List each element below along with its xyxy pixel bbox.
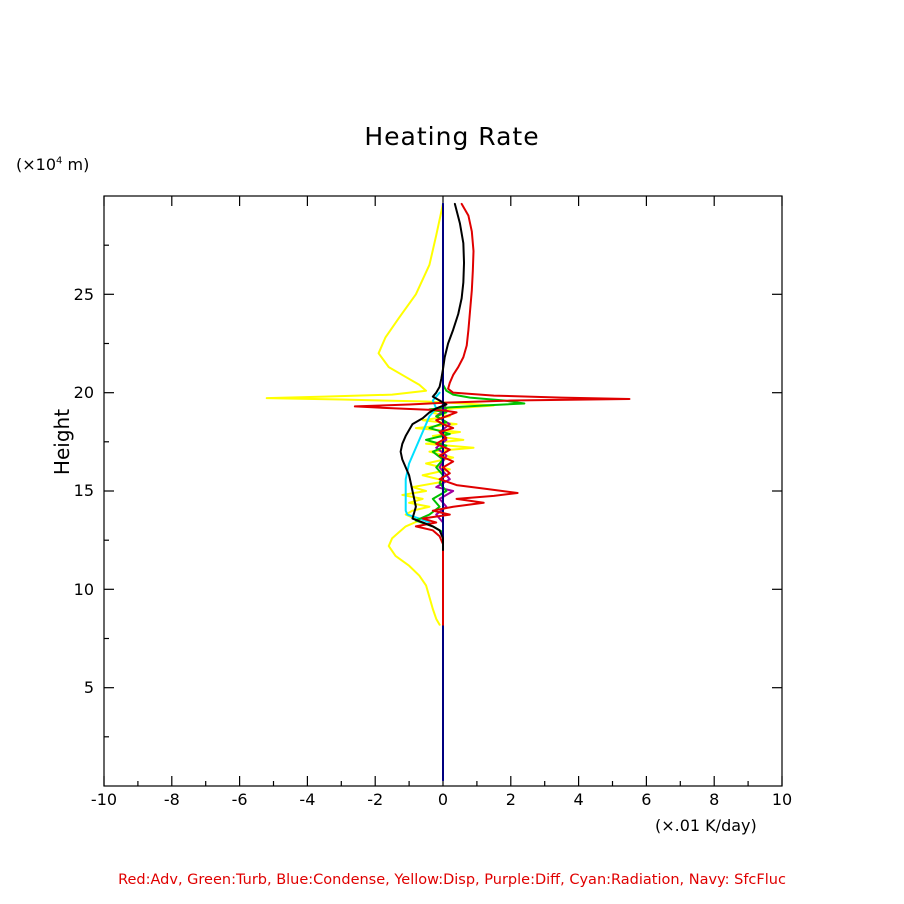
svg-text:15: 15 [73,481,94,500]
legend: Red:Adv, Green:Turb, Blue:Condense, Yellow:Disp, Purple:Diff, Cyan:Radiation, Navy: SfcFluc [118,872,786,888]
y-axis-label: Height [50,408,74,476]
svg-text:5: 5 [83,678,94,697]
chart-title: Heating Rate [364,122,540,151]
svg-text:-10: -10 [90,790,118,809]
svg-text:20: 20 [73,383,94,402]
svg-text:-4: -4 [299,790,316,809]
svg-text:0: 0 [437,790,449,809]
y-axis-unit-label: ($\times 10^4$ m) [16,155,90,174]
series-line-disp [267,204,494,625]
y-unit-exponent: 4 [56,155,63,167]
x-tick-labels [91,790,792,809]
svg-text:-8: -8 [163,790,180,809]
y-tick-labels [74,285,94,697]
svg-text:2: 2 [505,790,516,809]
data-series-group [267,204,630,780]
svg-text:4: 4 [573,790,584,809]
series-line-adv [355,204,630,625]
svg-text:25: 25 [73,285,94,304]
x-axis-label: (×.01 K/day) [655,816,757,835]
svg-text:8: 8 [709,790,720,809]
svg-text:10: 10 [771,790,793,809]
svg-text:6: 6 [641,790,652,809]
svg-text:-6: -6 [231,790,248,809]
svg-text:-2: -2 [367,790,384,809]
svg-text:10: 10 [73,580,94,599]
